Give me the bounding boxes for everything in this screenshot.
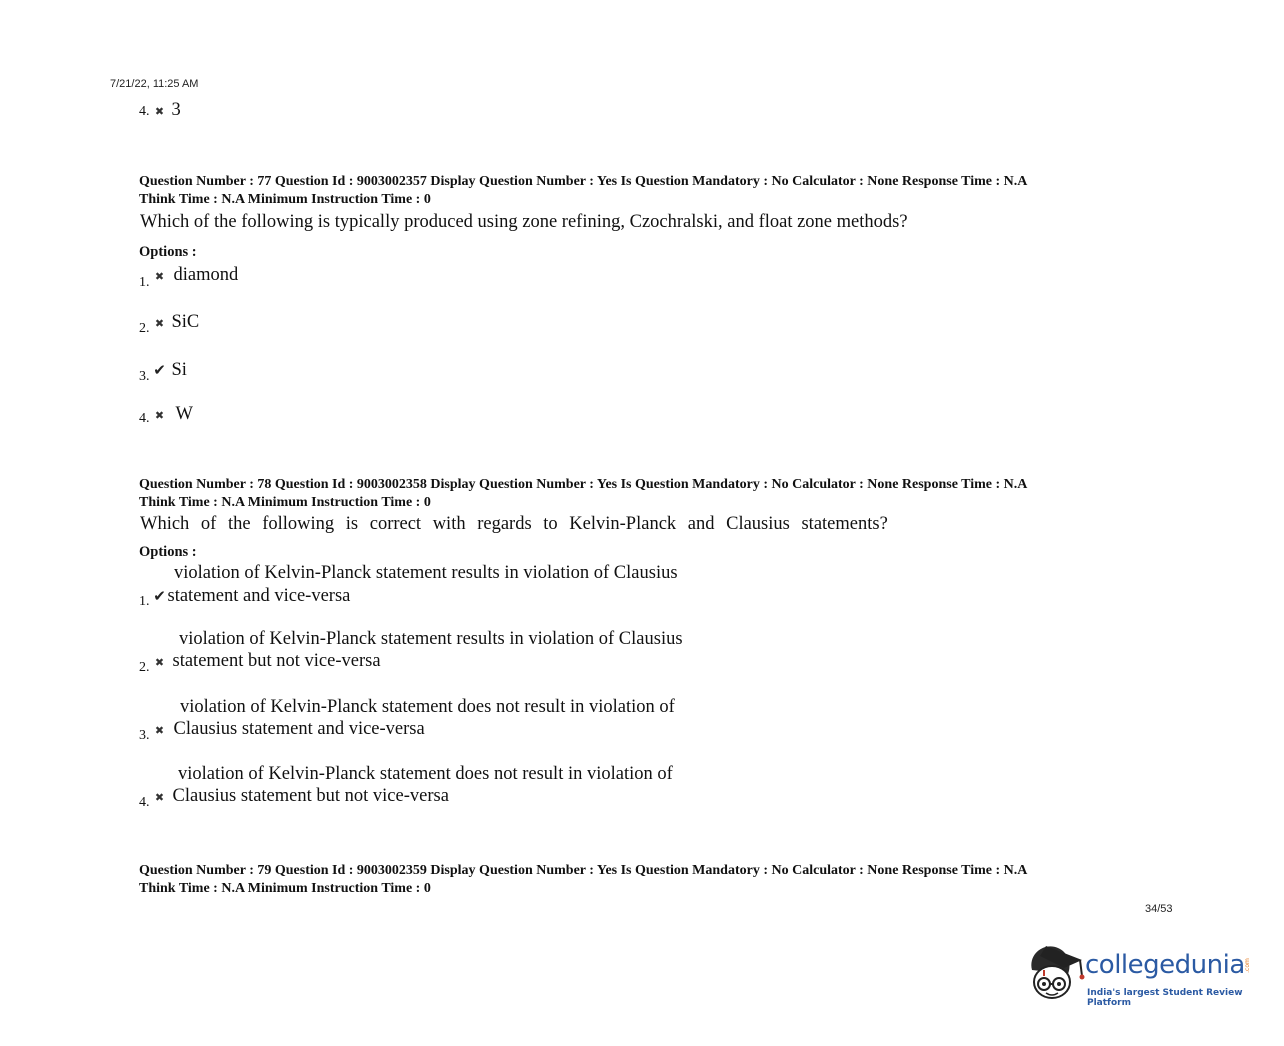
- option-number: 2.: [139, 321, 150, 336]
- check-icon: ✔: [153, 589, 166, 605]
- q78-option-2: [139, 629, 739, 677]
- option-text: Si: [171, 360, 187, 380]
- cross-icon: ✖: [154, 410, 165, 422]
- cross-icon: ✖: [154, 725, 165, 737]
- question-77-text: Which of the following is typically produced using zone refining, Czochralski, and float zone methods?: [140, 212, 908, 232]
- cross-icon: ✖: [154, 106, 165, 118]
- cross-icon: ✖: [154, 271, 165, 283]
- option-text-line-1: violation of Kelvin-Planck statement results in violation of Clausius: [179, 629, 683, 649]
- q77-option-2: [139, 312, 200, 336]
- cross-icon: ✖: [154, 318, 165, 330]
- meta-line-2: Think Time : N.A Minimum Instruction Time : 0: [139, 192, 431, 207]
- question-78-meta: [139, 476, 1027, 512]
- option-number: 2.: [139, 660, 150, 675]
- option-text-line-2: statement and vice-versa: [167, 586, 351, 606]
- meta-line-2: Think Time : N.A Minimum Instruction Time : 0: [139, 881, 431, 896]
- options-label: Options :: [139, 544, 197, 560]
- question-78-text: Which of the following is correct with regards to Kelvin-Planck and Clausius statements?: [140, 514, 888, 534]
- meta-line-1: Question Number : 79 Question Id : 9003002359 Display Question Number : Yes Is Question Mandatory : No Calculator : None Response Time : N.A: [139, 863, 1028, 878]
- cross-icon: ✖: [154, 792, 165, 804]
- page-number: 34/53: [1145, 903, 1173, 915]
- brand-tagline: India's largest Student Review Platform: [1087, 988, 1243, 1008]
- option-text: 3: [171, 100, 181, 120]
- cross-icon: ✖: [154, 657, 165, 669]
- option-number: 1.: [139, 275, 150, 290]
- option-text: diamond: [173, 265, 239, 285]
- option-number: 3.: [139, 369, 150, 384]
- q77-option-4: [139, 404, 193, 425]
- option-text: W: [175, 404, 193, 424]
- q78-option-1: [139, 563, 739, 611]
- brand-domain-suffix: .com: [1243, 958, 1251, 973]
- option-text: SiC: [171, 312, 200, 332]
- option-text-line-2: Clausius statement and vice-versa: [173, 719, 425, 739]
- question-79-meta: [139, 862, 1027, 898]
- print-timestamp: 7/21/22, 11:25 AM: [110, 78, 199, 90]
- option-number: 3.: [139, 728, 150, 743]
- collegedunia-mascot-icon: [1024, 940, 1086, 1008]
- option-text-line-1: violation of Kelvin-Planck statement does not result in violation of: [178, 764, 673, 784]
- q78-option-3: [139, 697, 739, 745]
- option-number: 4.: [139, 795, 150, 810]
- option-text-line-1: violation of Kelvin-Planck statement results in violation of Clausius: [174, 563, 678, 583]
- option-text-line-1: violation of Kelvin-Planck statement does not result in violation of: [180, 697, 675, 717]
- meta-line-1: Question Number : 77 Question Id : 9003002357 Display Question Number : Yes Is Question Mandatory : No Calculator : None Response Time : N.A: [139, 174, 1028, 189]
- option-number: 1.: [139, 594, 150, 609]
- check-icon: ✔: [153, 363, 166, 379]
- meta-line-2: Think Time : N.A Minimum Instruction Time : 0: [139, 495, 431, 510]
- option-text-line-2: statement but not vice-versa: [172, 651, 381, 671]
- option-number: 4.: [139, 104, 150, 119]
- q77-option-1: [139, 265, 239, 290]
- brand-name: collegedunia: [1085, 950, 1245, 980]
- option-number: 4.: [139, 411, 150, 426]
- prev-option-4: [139, 100, 181, 121]
- option-text-line-2: Clausius statement but not vice-versa: [172, 786, 449, 806]
- q78-option-4: [139, 764, 739, 812]
- question-77-meta: [139, 173, 1027, 209]
- options-label: Options :: [139, 244, 197, 260]
- meta-line-1: Question Number : 78 Question Id : 9003002358 Display Question Number : Yes Is Question Mandatory : No Calculator : None Response Time : N.A: [139, 477, 1028, 492]
- q77-option-3: [139, 360, 187, 384]
